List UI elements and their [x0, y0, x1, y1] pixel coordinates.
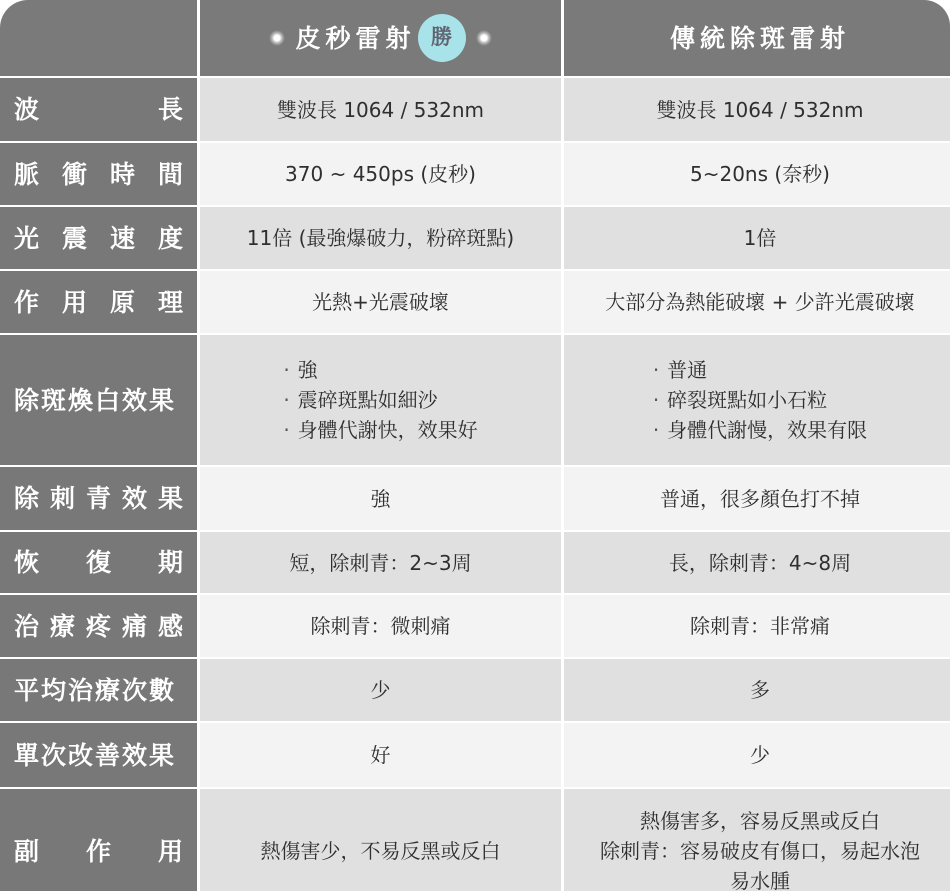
cell-pico: 11倍 (最強爆破力，粉碎斑點) — [200, 207, 561, 269]
row-label-text: 單次改善效果 — [14, 740, 177, 770]
row-label-text: 脈 — [14, 159, 40, 189]
row-label — [0, 659, 197, 721]
bullet-dot: · — [652, 388, 660, 412]
bullet-item — [283, 355, 317, 385]
column-header-traditional-title: 傳統除斑雷射 — [669, 23, 850, 53]
bullet-text: 普通 — [667, 358, 708, 382]
cell-pico: 短，除刺青：2~3周 — [200, 532, 561, 593]
row-label-text: 復 — [85, 548, 111, 577]
bullet-text: 震碎斑點如細沙 — [297, 388, 438, 412]
cell-pico: 少 — [200, 659, 561, 721]
bullet-dot: · — [283, 358, 290, 382]
cell-pico — [200, 335, 561, 465]
row-label — [0, 335, 197, 465]
cell-traditional — [564, 789, 950, 891]
bullet-list — [653, 355, 867, 445]
cell-traditional: 5~20ns (奈秒) — [564, 143, 950, 205]
row-label-text: 感 — [157, 611, 183, 641]
row-label-text: 副 — [14, 836, 40, 866]
row-label-text: 痛 — [121, 611, 147, 641]
row-label-text: 光 — [14, 223, 40, 253]
cell-pico: 雙波長 1064 / 532nm — [200, 78, 561, 141]
bullet-text: 碎裂斑點如小石粒 — [667, 388, 828, 412]
cell-pico: 強 — [200, 467, 561, 530]
cell-traditional: 除刺青：非常痛 — [564, 595, 950, 657]
row-label — [0, 723, 197, 787]
cell-pico: 熱傷害少，不易反黑或反白 — [200, 789, 561, 891]
row-label-text: 果 — [157, 484, 183, 513]
bullet-text: 身體代謝快，效果好 — [297, 418, 478, 442]
row-label-text: 原 — [109, 287, 135, 317]
bullet-dot: · — [283, 388, 290, 412]
row-label-text: 療 — [49, 611, 75, 641]
cell-pico: 370 ~ 450ps (皮秒) — [200, 143, 561, 205]
row-label-text: 用 — [61, 287, 87, 317]
row-label — [0, 595, 197, 657]
row-label-text: 期 — [157, 548, 183, 577]
bullet-dot: · — [283, 418, 290, 442]
column-header-pico-title: 皮秒雷射 — [295, 23, 416, 53]
cell-traditional: 少 — [564, 723, 950, 787]
cell-traditional: 大部分為熱能破壞 + 少許光震破壞 — [564, 271, 950, 333]
row-label — [0, 789, 197, 891]
row-label — [0, 207, 197, 269]
row-label — [0, 467, 197, 530]
row-label-text: 治 — [14, 611, 40, 641]
row-label-text: 平均治療次數 — [14, 675, 177, 705]
row-label-text: 效 — [121, 484, 147, 513]
cell-traditional: 多 — [564, 659, 950, 721]
row-label-text: 作 — [85, 836, 111, 866]
bullet-item — [283, 385, 437, 415]
bullet-dot: · — [652, 418, 660, 442]
cell-traditional: 長，除刺青：4~8周 — [564, 532, 950, 593]
row-label-text: 恢 — [14, 548, 40, 577]
cell-pico: 除刺青：微刺痛 — [200, 595, 561, 657]
text-line: 易水腫 — [730, 869, 790, 891]
bullet-item — [653, 415, 867, 445]
row-label-text: 疼 — [85, 611, 111, 641]
row-label-text: 理 — [157, 287, 183, 317]
bullet-item — [283, 415, 477, 445]
text-line: 除刺青：容易破皮有傷口，易起水泡 — [600, 839, 920, 863]
column-header-traditional — [564, 0, 950, 76]
cell-traditional: 普通，很多顏色打不掉 — [564, 467, 950, 530]
column-header-pico — [200, 0, 561, 76]
win-badge: 勝 — [418, 14, 466, 62]
cell-pico: 光熱+光震破壞 — [200, 271, 561, 333]
cell-traditional: 1倍 — [564, 207, 950, 269]
row-label-text: 震 — [61, 223, 87, 253]
multiline-text — [600, 806, 920, 891]
row-label — [0, 532, 197, 593]
bullet-item — [653, 385, 827, 415]
row-label-text: 長 — [157, 95, 183, 124]
cell-traditional: 雙波長 1064 / 532nm — [564, 78, 950, 141]
bullet-list — [283, 355, 477, 445]
row-label-text: 時 — [109, 159, 135, 189]
bullet-item — [653, 355, 707, 385]
row-label-text: 速 — [109, 223, 135, 253]
row-label-text: 用 — [157, 836, 183, 866]
row-label-text: 刺 — [49, 484, 75, 513]
row-label-text: 除斑煥白效果 — [14, 385, 177, 415]
cell-traditional — [564, 335, 950, 465]
sparkle-icon — [269, 30, 285, 46]
row-label-text: 作 — [14, 287, 40, 317]
row-label — [0, 271, 197, 333]
row-label-text: 青 — [85, 484, 111, 513]
cell-pico: 好 — [200, 723, 561, 787]
row-label — [0, 78, 197, 141]
sparkle-icon — [476, 30, 492, 46]
row-label-text: 除 — [14, 484, 40, 513]
row-label-text: 波 — [14, 95, 40, 124]
bullet-text: 身體代謝慢，效果有限 — [667, 418, 868, 442]
row-label-text: 間 — [157, 159, 183, 189]
text-line: 熱傷害多，容易反黑或反白 — [640, 809, 880, 833]
table-corner — [0, 0, 197, 76]
row-label — [0, 143, 197, 205]
bullet-text: 強 — [297, 358, 318, 382]
bullet-dot: · — [652, 358, 660, 382]
row-label-text: 衝 — [61, 159, 87, 189]
row-label-text: 度 — [157, 223, 183, 253]
